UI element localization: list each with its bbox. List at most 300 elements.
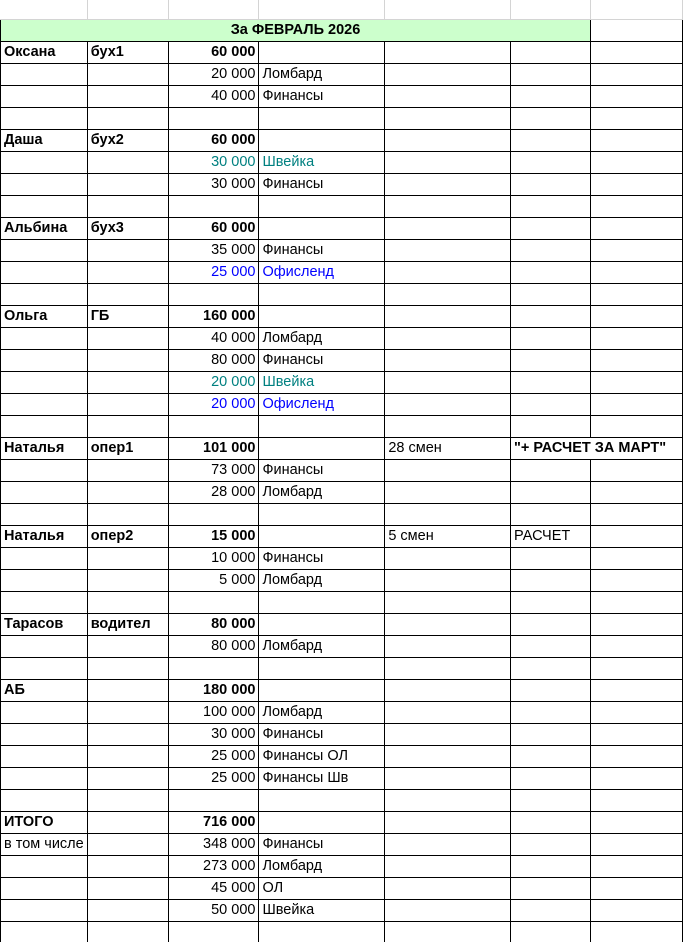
amount-cell[interactable]: 60 000	[168, 218, 259, 240]
grid-cell[interactable]	[1, 108, 88, 130]
grid-cell[interactable]	[591, 416, 683, 438]
grid-cell[interactable]	[87, 482, 168, 504]
shifts-cell[interactable]: 5 смен	[385, 526, 511, 548]
grid-cell[interactable]	[87, 0, 168, 20]
grid-cell[interactable]	[591, 174, 683, 196]
grid-cell[interactable]	[1, 372, 88, 394]
category-cell[interactable]: Финансы	[259, 86, 385, 108]
grid-cell[interactable]	[87, 86, 168, 108]
grid-cell[interactable]	[168, 658, 259, 680]
grid-cell[interactable]	[591, 20, 683, 42]
grid-cell[interactable]	[168, 416, 259, 438]
grid-cell[interactable]	[1, 592, 88, 614]
grid-cell[interactable]	[591, 394, 683, 416]
amount-cell[interactable]: 35 000	[168, 240, 259, 262]
grid-cell[interactable]	[259, 108, 385, 130]
grid-cell[interactable]	[511, 42, 591, 64]
grid-cell[interactable]	[259, 42, 385, 64]
amount-cell[interactable]: 50 000	[168, 900, 259, 922]
grid-cell[interactable]	[511, 0, 591, 20]
grid-cell[interactable]	[385, 878, 511, 900]
grid-cell[interactable]	[1, 922, 88, 942]
grid-cell[interactable]	[385, 42, 511, 64]
amount-cell[interactable]: 20 000	[168, 64, 259, 86]
grid-cell[interactable]	[511, 86, 591, 108]
grid-cell[interactable]	[511, 658, 591, 680]
amount-cell[interactable]: 180 000	[168, 680, 259, 702]
grid-cell[interactable]	[1, 548, 88, 570]
grid-cell[interactable]	[87, 922, 168, 942]
grid-cell[interactable]	[259, 416, 385, 438]
grid-cell[interactable]	[385, 174, 511, 196]
amount-cell[interactable]: 25 000	[168, 768, 259, 790]
role-cell[interactable]: бух3	[87, 218, 168, 240]
grid-cell[interactable]	[259, 284, 385, 306]
grid-cell[interactable]	[511, 328, 591, 350]
grid-cell[interactable]	[87, 658, 168, 680]
grid-cell[interactable]	[511, 262, 591, 284]
grid-cell[interactable]	[385, 856, 511, 878]
grid-cell[interactable]	[1, 416, 88, 438]
grid-cell[interactable]	[259, 218, 385, 240]
grid-cell[interactable]	[511, 240, 591, 262]
grid-cell[interactable]	[385, 196, 511, 218]
amount-cell[interactable]: 73 000	[168, 460, 259, 482]
grid-cell[interactable]	[259, 526, 385, 548]
grid-cell[interactable]	[87, 196, 168, 218]
role-cell[interactable]: ГБ	[87, 306, 168, 328]
category-cell[interactable]: Ломбард	[259, 570, 385, 592]
grid-cell[interactable]	[385, 306, 511, 328]
grid-cell[interactable]	[259, 790, 385, 812]
grid-cell[interactable]	[591, 86, 683, 108]
amount-cell[interactable]: 80 000	[168, 614, 259, 636]
grid-cell[interactable]	[385, 64, 511, 86]
employee-name-cell[interactable]: Наталья	[1, 438, 88, 460]
category-cell[interactable]: Ломбард	[259, 328, 385, 350]
grid-cell[interactable]	[87, 768, 168, 790]
note-cell[interactable]: "+ РАСЧЕТ ЗА МАРТ"	[511, 438, 683, 460]
grid-cell[interactable]	[385, 152, 511, 174]
amount-cell[interactable]: 28 000	[168, 482, 259, 504]
grid-cell[interactable]	[511, 768, 591, 790]
grid-cell[interactable]	[1, 460, 88, 482]
grid-cell[interactable]	[591, 834, 683, 856]
grid-cell[interactable]	[1, 482, 88, 504]
employee-name-cell[interactable]: Ольга	[1, 306, 88, 328]
grid-cell[interactable]	[511, 416, 591, 438]
grid-cell[interactable]	[385, 680, 511, 702]
grid-cell[interactable]	[385, 768, 511, 790]
grid-cell[interactable]	[259, 504, 385, 526]
grid-cell[interactable]	[87, 878, 168, 900]
grid-cell[interactable]	[87, 64, 168, 86]
grid-cell[interactable]	[1, 570, 88, 592]
grid-cell[interactable]	[168, 922, 259, 942]
grid-cell[interactable]	[1, 856, 88, 878]
grid-cell[interactable]	[385, 350, 511, 372]
amount-cell[interactable]: 100 000	[168, 702, 259, 724]
category-cell[interactable]: Финансы	[259, 174, 385, 196]
grid-cell[interactable]	[591, 856, 683, 878]
category-cell[interactable]: ОЛ	[259, 878, 385, 900]
grid-cell[interactable]	[168, 790, 259, 812]
grid-cell[interactable]	[591, 0, 683, 20]
category-cell[interactable]: Швейка	[259, 900, 385, 922]
grid-cell[interactable]	[511, 878, 591, 900]
grid-cell[interactable]	[1, 394, 88, 416]
grid-cell[interactable]	[87, 900, 168, 922]
grid-cell[interactable]	[591, 372, 683, 394]
grid-cell[interactable]	[385, 636, 511, 658]
category-cell[interactable]: Финансы ОЛ	[259, 746, 385, 768]
amount-cell[interactable]: 40 000	[168, 86, 259, 108]
grid-cell[interactable]	[591, 680, 683, 702]
grid-cell[interactable]	[511, 372, 591, 394]
grid-cell[interactable]	[168, 504, 259, 526]
grid-cell[interactable]	[385, 504, 511, 526]
grid-cell[interactable]	[511, 900, 591, 922]
amount-cell[interactable]: 25 000	[168, 746, 259, 768]
role-cell[interactable]: опер2	[87, 526, 168, 548]
grid-cell[interactable]	[385, 394, 511, 416]
grid-cell[interactable]	[511, 108, 591, 130]
grid-cell[interactable]	[511, 482, 591, 504]
grid-cell[interactable]	[1, 284, 88, 306]
grid-cell[interactable]	[87, 460, 168, 482]
amount-cell[interactable]: 10 000	[168, 548, 259, 570]
grid-cell[interactable]	[1, 900, 88, 922]
amount-cell[interactable]: 25 000	[168, 262, 259, 284]
grid-cell[interactable]	[1, 658, 88, 680]
grid-cell[interactable]	[385, 922, 511, 942]
grid-cell[interactable]	[87, 328, 168, 350]
grid-cell[interactable]	[511, 504, 591, 526]
shifts-cell[interactable]: 28 смен	[385, 438, 511, 460]
amount-cell[interactable]: 20 000	[168, 394, 259, 416]
grid-cell[interactable]	[1, 790, 88, 812]
grid-cell[interactable]	[168, 284, 259, 306]
amount-cell[interactable]: 30 000	[168, 174, 259, 196]
group-header-row	[1, 812, 683, 834]
grid-cell[interactable]	[1, 262, 88, 284]
role-cell[interactable]: водител	[87, 614, 168, 636]
grid-cell[interactable]	[259, 614, 385, 636]
grid-cell[interactable]	[385, 812, 511, 834]
grid-cell[interactable]	[87, 504, 168, 526]
grid-cell[interactable]	[87, 812, 168, 834]
amount-cell[interactable]: 20 000	[168, 372, 259, 394]
grid-cell[interactable]	[87, 570, 168, 592]
group-header-row	[1, 680, 683, 702]
role-cell[interactable]: бух2	[87, 130, 168, 152]
grid-cell[interactable]	[385, 658, 511, 680]
grid-cell[interactable]	[259, 922, 385, 942]
grid-cell[interactable]	[259, 438, 385, 460]
grid-cell[interactable]	[591, 702, 683, 724]
grid-cell[interactable]	[87, 592, 168, 614]
amount-cell[interactable]: 101 000	[168, 438, 259, 460]
category-cell[interactable]: Швейка	[259, 372, 385, 394]
grid-cell[interactable]	[1, 504, 88, 526]
grid-cell[interactable]	[87, 790, 168, 812]
grid-cell[interactable]	[385, 834, 511, 856]
grid-cell[interactable]	[87, 636, 168, 658]
grid-cell[interactable]	[87, 174, 168, 196]
grid-cell[interactable]	[385, 262, 511, 284]
subtotal-label-cell[interactable]: в том числе	[1, 834, 88, 856]
amount-cell[interactable]: 60 000	[168, 130, 259, 152]
category-cell[interactable]: Офисленд	[259, 394, 385, 416]
grid-cell[interactable]	[511, 460, 591, 482]
sheet-title[interactable]: За ФЕВРАЛЬ 2026	[1, 20, 591, 42]
grid-cell[interactable]	[87, 372, 168, 394]
grid-cell[interactable]	[385, 86, 511, 108]
grid-cell[interactable]	[591, 42, 683, 64]
category-cell[interactable]: Финансы	[259, 350, 385, 372]
grid-cell[interactable]	[591, 592, 683, 614]
amount-cell[interactable]: 348 000	[168, 834, 259, 856]
category-cell[interactable]: Ломбард	[259, 856, 385, 878]
grid-cell[interactable]	[385, 702, 511, 724]
grid-cell[interactable]	[591, 526, 683, 548]
grid-cell[interactable]	[385, 328, 511, 350]
grid-cell[interactable]	[511, 680, 591, 702]
grid-cell[interactable]	[591, 482, 683, 504]
grid-cell[interactable]	[591, 152, 683, 174]
amount-cell[interactable]: 716 000	[168, 812, 259, 834]
grid-cell[interactable]	[591, 108, 683, 130]
amount-cell[interactable]: 80 000	[168, 350, 259, 372]
grid-cell[interactable]	[259, 130, 385, 152]
grid-cell[interactable]	[87, 262, 168, 284]
grid-cell[interactable]	[259, 592, 385, 614]
grid-cell[interactable]	[1, 196, 88, 218]
grid-cell[interactable]	[168, 592, 259, 614]
grid-cell[interactable]	[385, 372, 511, 394]
grid-cell[interactable]	[385, 416, 511, 438]
grid-cell[interactable]	[168, 108, 259, 130]
grid-cell[interactable]	[385, 0, 511, 20]
category-cell[interactable]: Финансы	[259, 548, 385, 570]
amount-cell[interactable]: 273 000	[168, 856, 259, 878]
category-cell[interactable]: Офисленд	[259, 262, 385, 284]
grid-cell[interactable]	[1, 240, 88, 262]
grid-cell[interactable]	[511, 702, 591, 724]
amount-cell[interactable]: 15 000	[168, 526, 259, 548]
detail-row	[1, 152, 683, 174]
grid-cell[interactable]	[385, 614, 511, 636]
grid-cell[interactable]	[385, 130, 511, 152]
grid-cell[interactable]	[1, 746, 88, 768]
grid-cell[interactable]	[511, 130, 591, 152]
grid-cell[interactable]	[591, 658, 683, 680]
grid-cell[interactable]	[591, 196, 683, 218]
employee-name-cell[interactable]: Наталья	[1, 526, 88, 548]
grid-cell[interactable]	[591, 570, 683, 592]
grid-cell[interactable]	[168, 196, 259, 218]
grid-cell[interactable]	[259, 680, 385, 702]
grid-cell[interactable]	[385, 218, 511, 240]
grid-cell[interactable]	[511, 592, 591, 614]
category-cell[interactable]: Финансы	[259, 834, 385, 856]
grid-cell[interactable]	[1, 152, 88, 174]
grid-cell[interactable]	[87, 152, 168, 174]
grid-cell[interactable]	[385, 900, 511, 922]
grid-cell[interactable]	[168, 0, 259, 20]
employee-name-cell[interactable]: Оксана	[1, 42, 88, 64]
amount-cell[interactable]: 5 000	[168, 570, 259, 592]
grid-cell[interactable]	[385, 108, 511, 130]
grid-cell[interactable]	[1, 702, 88, 724]
category-cell[interactable]: Финансы Шв	[259, 768, 385, 790]
grid-cell[interactable]	[591, 64, 683, 86]
grid-cell[interactable]	[385, 592, 511, 614]
detail-row	[1, 86, 683, 108]
grid-cell[interactable]	[1, 86, 88, 108]
employee-name-cell[interactable]: АБ	[1, 680, 88, 702]
grid-cell[interactable]	[591, 746, 683, 768]
grid-cell[interactable]	[511, 350, 591, 372]
category-cell[interactable]: Финансы	[259, 460, 385, 482]
employee-name-cell[interactable]: ИТОГО	[1, 812, 88, 834]
grid-cell[interactable]	[511, 548, 591, 570]
grid-cell[interactable]	[87, 350, 168, 372]
grid-cell[interactable]	[591, 812, 683, 834]
grid-cell[interactable]	[87, 834, 168, 856]
category-cell[interactable]: Ломбард	[259, 64, 385, 86]
grid-cell[interactable]	[1, 350, 88, 372]
grid-cell[interactable]	[87, 394, 168, 416]
grid-cell[interactable]	[87, 724, 168, 746]
grid-cell[interactable]	[591, 460, 683, 482]
grid-cell[interactable]	[591, 262, 683, 284]
grid-cell[interactable]	[511, 306, 591, 328]
grid-cell[interactable]	[259, 658, 385, 680]
grid-cell[interactable]	[591, 328, 683, 350]
grid-cell[interactable]	[591, 284, 683, 306]
grid-cell[interactable]	[591, 768, 683, 790]
grid-cell[interactable]	[591, 306, 683, 328]
grid-cell[interactable]	[1, 64, 88, 86]
grid-cell[interactable]	[1, 328, 88, 350]
grid-cell[interactable]	[591, 614, 683, 636]
grid-cell[interactable]	[259, 196, 385, 218]
grid-cell[interactable]	[511, 196, 591, 218]
grid-cell[interactable]	[87, 680, 168, 702]
grid-cell[interactable]	[591, 878, 683, 900]
grid-cell[interactable]	[87, 108, 168, 130]
grid-cell[interactable]	[385, 570, 511, 592]
grid-cell[interactable]	[1, 636, 88, 658]
grid-cell[interactable]	[87, 240, 168, 262]
grid-cell[interactable]	[259, 306, 385, 328]
grid-cell[interactable]	[511, 570, 591, 592]
amount-cell[interactable]: 160 000	[168, 306, 259, 328]
grid-cell[interactable]	[1, 878, 88, 900]
grid-cell[interactable]	[511, 790, 591, 812]
grid-cell[interactable]	[1, 768, 88, 790]
grid-cell[interactable]	[259, 0, 385, 20]
grid-cell[interactable]	[511, 64, 591, 86]
grid-cell[interactable]	[511, 394, 591, 416]
amount-cell[interactable]: 45 000	[168, 878, 259, 900]
grid-cell[interactable]	[591, 636, 683, 658]
amount-cell[interactable]: 30 000	[168, 152, 259, 174]
grid-cell[interactable]	[385, 790, 511, 812]
employee-name-cell[interactable]: Тарасов	[1, 614, 88, 636]
grid-cell[interactable]	[385, 746, 511, 768]
employee-name-cell[interactable]: Даша	[1, 130, 88, 152]
grid-cell[interactable]	[511, 284, 591, 306]
grid-cell[interactable]	[591, 240, 683, 262]
grid-cell[interactable]	[87, 856, 168, 878]
grid-cell[interactable]	[591, 504, 683, 526]
grid-cell[interactable]	[511, 174, 591, 196]
grid-cell[interactable]	[511, 152, 591, 174]
grid-cell[interactable]	[511, 724, 591, 746]
category-cell[interactable]: Ломбард	[259, 702, 385, 724]
grid-cell[interactable]	[511, 218, 591, 240]
grid-cell[interactable]	[591, 548, 683, 570]
grid-cell[interactable]	[1, 174, 88, 196]
grid-cell[interactable]	[591, 900, 683, 922]
grid-cell[interactable]	[385, 240, 511, 262]
grid-cell[interactable]	[87, 702, 168, 724]
amount-cell[interactable]: 40 000	[168, 328, 259, 350]
category-cell[interactable]: Финансы	[259, 240, 385, 262]
grid-cell[interactable]	[511, 834, 591, 856]
category-cell[interactable]: Швейка	[259, 152, 385, 174]
grid-cell[interactable]	[1, 0, 88, 20]
grid-cell[interactable]	[511, 636, 591, 658]
role-cell[interactable]: бух1	[87, 42, 168, 64]
grid-cell[interactable]	[591, 130, 683, 152]
amount-cell[interactable]: 80 000	[168, 636, 259, 658]
grid-cell[interactable]	[511, 922, 591, 942]
category-cell[interactable]: Финансы	[259, 724, 385, 746]
grid-cell[interactable]	[87, 548, 168, 570]
grid-cell[interactable]	[591, 218, 683, 240]
grid-cell[interactable]	[87, 284, 168, 306]
grid-cell[interactable]	[591, 724, 683, 746]
grid-cell[interactable]	[511, 812, 591, 834]
employee-name-cell[interactable]: Альбина	[1, 218, 88, 240]
amount-cell[interactable]: 60 000	[168, 42, 259, 64]
grid-cell[interactable]	[511, 856, 591, 878]
grid-cell[interactable]	[385, 482, 511, 504]
grid-cell[interactable]	[385, 724, 511, 746]
grid-cell[interactable]	[87, 746, 168, 768]
category-cell[interactable]: Ломбард	[259, 636, 385, 658]
category-cell[interactable]: Ломбард	[259, 482, 385, 504]
note-cell[interactable]: РАСЧЕТ	[511, 526, 591, 548]
grid-cell[interactable]	[591, 790, 683, 812]
grid-cell[interactable]	[385, 284, 511, 306]
grid-cell[interactable]	[591, 922, 683, 942]
grid-cell[interactable]	[1, 724, 88, 746]
grid-cell[interactable]	[259, 812, 385, 834]
group-header-row	[1, 438, 683, 460]
grid-cell[interactable]	[385, 460, 511, 482]
grid-cell[interactable]	[385, 548, 511, 570]
grid-cell[interactable]	[511, 746, 591, 768]
role-cell[interactable]: опер1	[87, 438, 168, 460]
amount-cell[interactable]: 30 000	[168, 724, 259, 746]
grid-cell[interactable]	[87, 416, 168, 438]
grid-cell[interactable]	[591, 350, 683, 372]
grid-cell[interactable]	[511, 614, 591, 636]
